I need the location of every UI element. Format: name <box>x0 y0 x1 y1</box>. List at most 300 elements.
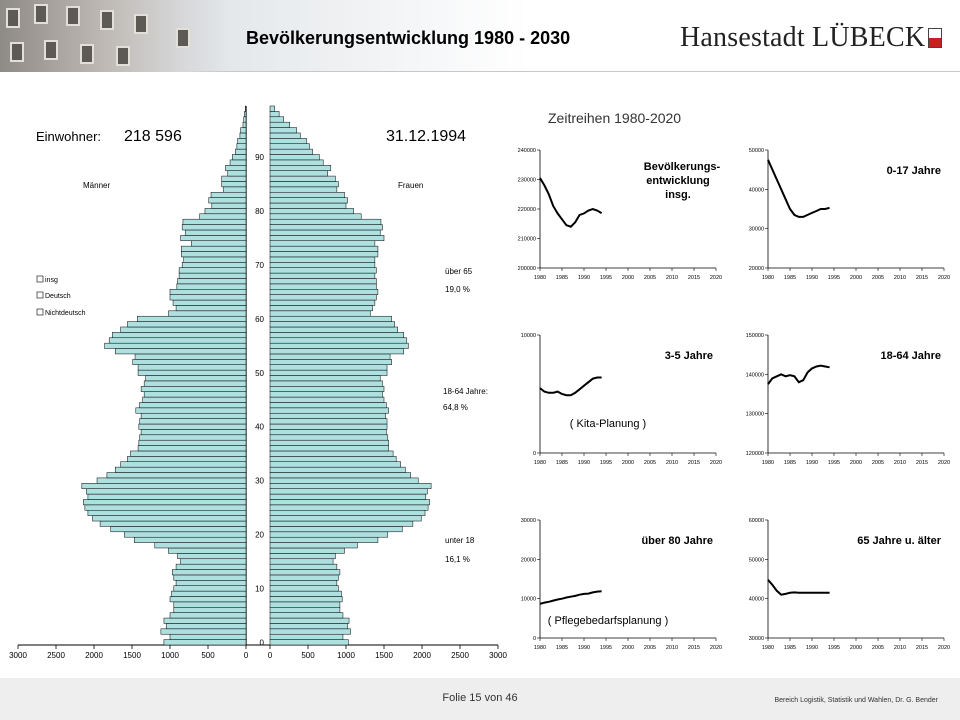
male-bar <box>124 532 246 537</box>
male-bar <box>185 230 246 235</box>
male-bar <box>140 419 246 424</box>
x-tick-label: 1995 <box>599 460 613 466</box>
male-bar <box>181 559 246 564</box>
x-tick-left: 1000 <box>161 651 179 660</box>
y-tick-label: 120000 <box>745 451 764 457</box>
x-tick-label: 2010 <box>893 275 907 281</box>
annotation-18-64-label: 18-64 Jahre: <box>443 387 488 396</box>
male-bar <box>230 160 246 165</box>
male-bar <box>115 349 246 354</box>
x-tick-label: 1980 <box>761 645 775 651</box>
male-bar <box>141 429 246 434</box>
male-bar <box>168 311 246 316</box>
male-bar <box>184 257 246 262</box>
x-tick-left: 0 <box>243 651 249 660</box>
female-bar <box>270 235 384 240</box>
x-tick-left: 2000 <box>85 651 103 660</box>
female-bar <box>270 111 279 116</box>
male-bar <box>141 386 246 391</box>
male-bar <box>170 634 246 639</box>
female-bar <box>270 354 390 359</box>
y-tick-label: 20000 <box>520 557 536 564</box>
x-tick-label: 2005 <box>871 275 885 281</box>
female-bar <box>270 451 393 456</box>
header-photo <box>0 0 230 72</box>
male-bar <box>176 580 246 585</box>
x-tick-label: 1995 <box>827 645 841 651</box>
female-bar <box>270 629 351 634</box>
female-bar <box>270 155 319 160</box>
male-bar <box>107 473 246 478</box>
age-tick: 20 <box>255 530 264 540</box>
male-bar <box>144 381 246 386</box>
x-tick-label: 2000 <box>849 275 863 281</box>
y-tick-label: 30000 <box>520 518 536 524</box>
x-tick-label: 1995 <box>599 275 613 281</box>
female-bar <box>270 370 387 375</box>
male-bar <box>205 208 246 213</box>
male-bar <box>139 424 246 429</box>
male-label: Männer <box>83 181 111 190</box>
female-bar <box>270 225 382 230</box>
female-bar <box>270 602 340 607</box>
female-bar <box>270 424 387 429</box>
male-bar <box>88 510 246 515</box>
male-bar <box>225 165 246 170</box>
female-bar <box>270 386 384 391</box>
chart-title: über 80 Jahre <box>641 535 713 547</box>
male-bar <box>164 618 246 623</box>
chart-title: 18-64 Jahre <box>880 350 941 362</box>
female-bar <box>270 359 392 364</box>
x-tick-label: 1985 <box>555 275 569 281</box>
male-bar <box>222 181 246 186</box>
x-tick-label: 2005 <box>871 460 885 466</box>
y-tick-label: 20000 <box>748 266 764 272</box>
male-bar <box>121 462 246 467</box>
female-bar <box>270 138 306 143</box>
x-tick-label: 2015 <box>687 645 701 651</box>
female-label: Frauen <box>398 181 424 190</box>
age-tick: 80 <box>255 207 264 217</box>
female-bar <box>270 365 387 370</box>
male-bar <box>140 435 246 440</box>
female-bar <box>270 640 348 645</box>
x-tick-label: 2005 <box>643 275 657 281</box>
female-bar <box>270 494 426 499</box>
female-bar <box>270 262 375 267</box>
x-tick-label: 1995 <box>827 460 841 466</box>
male-bar <box>211 192 246 197</box>
annotation-ueber65-label: über 65 <box>445 267 473 276</box>
male-bar <box>82 483 246 488</box>
female-bar <box>270 376 380 381</box>
age-tick: 60 <box>255 314 264 324</box>
female-bar <box>270 278 376 283</box>
female-bar <box>270 343 408 348</box>
age-tick: 10 <box>255 584 264 594</box>
female-bar <box>270 106 275 111</box>
x-tick-label: 2010 <box>893 460 907 466</box>
series-title: Zeitreihen 1980-2020 <box>548 110 682 126</box>
y-tick-label: 50000 <box>748 148 764 154</box>
x-tick-label: 1985 <box>555 645 569 651</box>
male-bar <box>177 284 246 289</box>
y-tick-label: 200000 <box>517 266 536 272</box>
chart-age-over-80 <box>498 510 728 660</box>
male-bar <box>244 117 246 122</box>
slide-number: Folie 15 von 46 <box>442 692 518 704</box>
female-bar <box>270 208 354 213</box>
x-tick-label: 2005 <box>643 645 657 651</box>
chart-age-65-plus <box>726 510 956 660</box>
female-bar <box>270 392 382 397</box>
female-bar <box>270 192 344 197</box>
y-tick-label: 140000 <box>745 372 764 379</box>
male-bar <box>222 176 246 181</box>
y-tick-label: 230000 <box>517 177 536 184</box>
male-bar <box>174 602 246 607</box>
series-line <box>768 580 830 595</box>
x-tick-right: 2500 <box>451 651 469 660</box>
female-bar <box>270 435 388 440</box>
female-bar <box>270 559 333 564</box>
female-bar <box>270 122 290 127</box>
x-tick-right: 2000 <box>413 651 431 660</box>
female-bar <box>270 570 340 575</box>
female-bar <box>270 273 375 278</box>
department-credit: Bereich Logistik, Statistik und Wahlen, Dr. G. Bender <box>774 697 938 704</box>
legend-deutsch: Deutsch <box>45 293 71 300</box>
male-bar <box>179 268 246 273</box>
x-tick-label: 1990 <box>805 275 819 281</box>
male-bar <box>200 214 246 219</box>
female-bar <box>270 381 382 386</box>
x-tick-label: 2015 <box>915 645 929 651</box>
y-tick-label: 150000 <box>745 333 764 339</box>
x-tick-label: 2000 <box>621 460 635 466</box>
female-bar <box>270 338 407 343</box>
male-bar <box>173 300 246 305</box>
male-bar <box>144 392 246 397</box>
series-line <box>540 378 602 396</box>
y-tick-label: 40000 <box>748 187 764 194</box>
female-bar <box>270 408 389 413</box>
x-tick-label: 2005 <box>643 460 657 466</box>
series-line <box>768 366 830 385</box>
female-bar <box>270 467 405 472</box>
female-bar <box>270 284 376 289</box>
female-bar <box>270 198 348 203</box>
x-tick-label: 1985 <box>783 460 797 466</box>
series-line <box>768 160 830 217</box>
chart-title-line: entwicklung <box>646 175 710 187</box>
einwohner-value: 218 596 <box>124 128 182 145</box>
y-tick-label: 0 <box>532 636 536 642</box>
x-tick-label: 1985 <box>555 460 569 466</box>
age-tick: 40 <box>255 422 264 432</box>
chart-annotation: ( Kita-Planung ) <box>569 418 647 430</box>
male-bar <box>121 327 246 332</box>
male-bar <box>170 295 246 300</box>
y-tick-label: 30000 <box>748 226 764 233</box>
male-bar <box>178 278 246 283</box>
female-bar <box>270 613 343 618</box>
x-tick-label: 2010 <box>665 645 679 651</box>
chart-title-line: insg. <box>665 189 691 201</box>
male-bar <box>228 171 246 176</box>
male-bar <box>183 219 246 224</box>
x-tick-label: 2020 <box>709 275 723 281</box>
chart-title: 3-5 Jahre <box>664 350 713 362</box>
male-bar <box>137 316 246 321</box>
female-bar <box>270 289 378 294</box>
x-tick-label: 1980 <box>533 645 547 651</box>
x-tick-label: 1990 <box>805 645 819 651</box>
female-bar <box>270 349 404 354</box>
male-bar <box>164 640 246 645</box>
female-bar <box>270 252 378 257</box>
male-bar <box>141 413 246 418</box>
x-tick-right: 0 <box>267 651 273 660</box>
male-bar <box>191 241 246 246</box>
male-bar <box>109 338 246 343</box>
x-tick-label: 2000 <box>621 645 635 651</box>
chart-age-0-17 <box>726 140 956 290</box>
male-bar <box>112 332 246 337</box>
male-bar <box>97 478 246 483</box>
x-tick-right: 3000 <box>489 651 507 660</box>
male-bar <box>170 596 246 601</box>
age-tick: 70 <box>255 261 264 271</box>
female-bar <box>270 532 388 537</box>
male-bar <box>85 505 246 510</box>
male-bar <box>83 499 246 504</box>
female-bar <box>270 203 346 208</box>
x-tick-label: 1990 <box>805 460 819 466</box>
x-tick-label: 1985 <box>783 645 797 651</box>
x-tick-label: 2015 <box>915 460 929 466</box>
male-bar <box>155 543 246 548</box>
male-bar <box>135 354 246 359</box>
y-tick-label: 130000 <box>745 411 764 418</box>
x-tick-label: 1980 <box>761 460 775 466</box>
female-bar <box>270 586 338 591</box>
x-tick-label: 2000 <box>849 645 863 651</box>
chart-total-population <box>498 140 728 290</box>
x-tick-label: 1980 <box>533 460 547 466</box>
x-tick-label: 2005 <box>871 645 885 651</box>
female-bar <box>270 564 337 569</box>
male-bar <box>133 359 246 364</box>
female-bar <box>270 548 344 553</box>
male-bar <box>181 252 246 257</box>
female-bar <box>270 246 378 251</box>
chart-age-3-5 <box>498 325 728 475</box>
female-bar <box>270 419 387 424</box>
male-bar <box>88 494 246 499</box>
x-tick-right: 1000 <box>337 651 355 660</box>
male-bar <box>105 343 246 348</box>
male-bar <box>176 305 246 310</box>
chart-annotation: ( Pflegebedarfsplanung ) <box>547 615 669 627</box>
y-tick-label: 40000 <box>748 596 764 603</box>
female-bar <box>270 446 389 451</box>
series-line <box>540 591 602 604</box>
male-bar <box>182 225 246 230</box>
female-bar <box>270 429 386 434</box>
x-tick-label: 2000 <box>621 275 635 281</box>
male-bar <box>127 322 246 327</box>
male-bar <box>136 408 246 413</box>
male-bar <box>161 629 246 634</box>
male-bar <box>168 548 246 553</box>
x-tick-label: 2010 <box>665 460 679 466</box>
female-bar <box>270 322 395 327</box>
x-tick-label: 1990 <box>577 460 591 466</box>
chart-age-18-64 <box>726 325 956 475</box>
female-bar <box>270 510 425 515</box>
male-bar <box>146 376 246 381</box>
female-bar <box>270 543 357 548</box>
female-bar <box>270 295 376 300</box>
female-bar <box>270 165 331 170</box>
y-tick-label: 50000 <box>748 557 764 564</box>
male-bar <box>138 370 246 375</box>
x-tick-label: 2015 <box>687 460 701 466</box>
x-tick-label: 2015 <box>915 275 929 281</box>
female-bar <box>270 133 300 138</box>
x-tick-label: 2020 <box>709 645 723 651</box>
male-bar <box>243 122 246 127</box>
annotation-unter18-label: unter 18 <box>445 536 475 545</box>
male-bar <box>134 537 246 542</box>
male-bar <box>174 575 246 580</box>
female-bar <box>270 316 392 321</box>
female-bar <box>270 181 338 186</box>
female-bar <box>270 521 413 526</box>
x-tick-left: 1500 <box>123 651 141 660</box>
female-bar <box>270 499 430 504</box>
x-tick-label: 1995 <box>599 645 613 651</box>
female-bar <box>270 311 370 316</box>
female-bar <box>270 462 401 467</box>
female-bar <box>270 618 349 623</box>
annotation-unter18-value: 16,1 % <box>445 555 470 564</box>
x-tick-label: 2020 <box>937 275 951 281</box>
female-bar <box>270 397 384 402</box>
x-tick-label: 2000 <box>849 460 863 466</box>
x-tick-label: 2020 <box>937 460 951 466</box>
female-bar <box>270 591 341 596</box>
male-bar <box>237 144 246 149</box>
male-bar <box>223 187 246 192</box>
male-bar <box>143 397 246 402</box>
male-bar <box>176 564 246 569</box>
male-bar <box>172 591 246 596</box>
einwohner-label: Einwohner: <box>36 129 102 144</box>
age-tick: 90 <box>255 153 264 163</box>
age-tick: 50 <box>255 368 264 378</box>
slide-header <box>0 0 960 72</box>
male-bar <box>232 155 246 160</box>
female-bar <box>270 413 386 418</box>
female-bar <box>270 241 375 246</box>
male-bar <box>235 149 246 154</box>
x-tick-label: 1995 <box>827 275 841 281</box>
female-bar <box>270 402 386 407</box>
y-tick-label: 60000 <box>748 518 764 524</box>
y-tick-label: 30000 <box>748 636 764 642</box>
female-bar <box>270 623 348 628</box>
male-bar <box>139 440 246 445</box>
female-bar <box>270 478 418 483</box>
male-bar <box>92 516 246 521</box>
female-bar <box>270 332 404 337</box>
male-bar <box>100 521 246 526</box>
female-bar <box>270 171 328 176</box>
male-bar <box>178 553 246 558</box>
male-bar <box>209 198 246 203</box>
female-bar <box>270 473 411 478</box>
x-tick-label: 2020 <box>937 645 951 651</box>
x-tick-label: 1990 <box>577 275 591 281</box>
male-bar <box>138 446 246 451</box>
female-bar <box>270 230 380 235</box>
x-tick-left: 3000 <box>9 651 27 660</box>
female-bar <box>270 580 337 585</box>
chart-title: 65 Jahre u. älter <box>857 535 941 547</box>
age-tick: 30 <box>255 476 264 486</box>
female-bar <box>270 257 375 262</box>
female-bar <box>270 117 284 122</box>
male-bar <box>115 467 246 472</box>
female-bar <box>270 160 323 165</box>
male-bar <box>86 489 246 494</box>
male-bar <box>238 138 246 143</box>
female-bar <box>270 144 310 149</box>
female-bar <box>270 149 313 154</box>
x-tick-label: 1980 <box>761 275 775 281</box>
male-bar <box>172 570 246 575</box>
female-bar <box>270 440 389 445</box>
female-bar <box>270 575 338 580</box>
pyramid-date: 31.12.1994 <box>386 128 467 145</box>
female-bar <box>270 219 381 224</box>
population-pyramid <box>8 100 508 665</box>
male-bar <box>140 402 246 407</box>
male-bar <box>179 273 246 278</box>
male-bar <box>127 456 246 461</box>
legend-insg: insg <box>45 277 58 284</box>
annotation-18-64-value: 64,8 % <box>443 403 468 412</box>
male-bar <box>138 365 246 370</box>
female-bar <box>270 489 427 494</box>
y-tick-label: 0 <box>532 451 536 457</box>
chart-title: 0-17 Jahre <box>886 165 941 177</box>
male-bar <box>182 262 246 267</box>
male-bar <box>130 451 246 456</box>
page-title: Bevölkerungsentwicklung 1980 - 2030 <box>246 28 571 48</box>
annotation-ueber65-value: 19,0 % <box>445 285 470 294</box>
y-tick-label: 210000 <box>517 236 536 243</box>
female-bar <box>270 526 402 531</box>
male-bar <box>244 111 246 116</box>
male-bar <box>181 246 246 251</box>
x-tick-label: 2015 <box>687 275 701 281</box>
female-bar <box>270 553 335 558</box>
male-bar <box>174 607 246 612</box>
